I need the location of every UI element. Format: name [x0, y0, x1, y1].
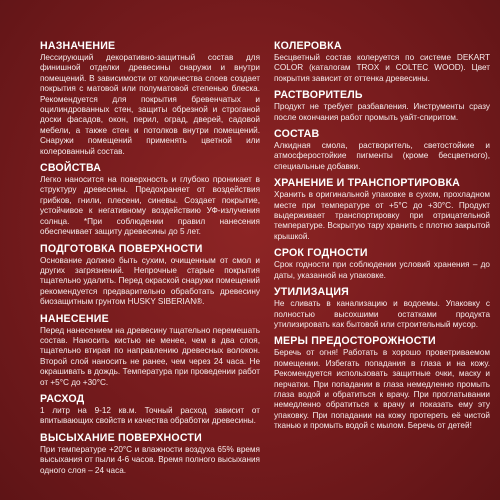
section-properties	[40, 162, 260, 237]
section-heading: ХРАНЕНИЕ И ТРАНСПОРТИРОВКА	[274, 177, 460, 190]
section-heading: СОСТАВ	[274, 128, 320, 141]
section-heading: ПОДГОТОВКА ПОВЕРХНОСТИ	[40, 242, 203, 255]
section-text: Бесцветный состав колеруется по системе DEKART COLOR (каталогам TROX и COLTEC WOOD). Цвет покрытия зависит от оттенка древесины.	[274, 53, 490, 83]
section-heading: СРОК ГОДНОСТИ	[274, 247, 368, 260]
section-heading: УТИЛИЗАЦИЯ	[274, 286, 349, 299]
section-text: При температуре +20°С и влажности воздуха 65% время высыхания от пыли 4-6 часов. Время полного высыхания одного слоя – 24 часа.	[40, 444, 260, 475]
section-text: Алкидная смола, растворитель, светостойкие и атмосферостойкие пигменты (кроме бесцветного), специальные добавки.	[274, 141, 490, 171]
section-disposal	[274, 286, 490, 330]
section-text: Продукт не требует разбавления. Инструменты сразу после окончания работ промыть уайт-спиритом.	[274, 102, 490, 122]
section-heading: КОЛЕРОВКА	[274, 40, 342, 52]
section-solvent	[274, 89, 490, 123]
section-composition	[274, 128, 490, 172]
section-heading: РАСТВОРИТЕЛЬ	[274, 89, 363, 102]
section-heading: НАНЕСЕНИЕ	[40, 312, 109, 325]
right-column	[274, 40, 490, 500]
section-drying	[40, 432, 260, 476]
section-heading: МЕРЫ ПРЕДОСТОРОЖНОСТИ	[274, 335, 436, 348]
section-text: Основание должно быть сухим, очищенным от смол и других загрязнений. Непрочные старые покрытия тщательно удалить. Перед окраской снаружи помещений рекомендуется предварительно обработать древесину биозащитным грунтом HUSKY SIBERIAN®.	[40, 255, 260, 307]
section-heading: ВЫСЫХАНИЕ ПОВЕРХНОСТИ	[40, 431, 202, 444]
section-text: Перед нанесением на древесину тщательно перемешать состав. Наносить кистью не менее, чем в два слоя, тщательно втирая по направлению древесных волокон. Второй слой наносить не ранее, чем через 24 часа. Не окрашивать в дождь. Температура при проведении работ от +5°С до +30°С.	[40, 325, 260, 387]
section-purpose	[40, 40, 260, 157]
section-shelf-life	[274, 247, 490, 281]
section-application	[40, 313, 260, 388]
section-text: 1 литр на 9-12 кв.м. Точный расход зависит от впитывающих свойств и качества обработки древесины.	[40, 405, 260, 426]
left-column	[40, 40, 260, 500]
section-text: Лессирующий декоративно-защитный состав для финишной отделки древесины снаружи и внутри помещений. В зависимости от количества слоев создает покрытия с матовой или полуматовой степенью блеска. Рекомендуется для покрытия бревенчатых и оцилиндрованных стен, защиты обрезной и строганой доски фасадов, окон, перил, оград, дверей, садовой мебели, а также стен и потолков внутри помещений. Снаружи помещений применять цветной или колерованный состав.	[40, 53, 260, 156]
section-storage	[274, 177, 490, 242]
section-text: Беречь от огня! Работать в хорошо проветриваемом помещении. Избегать попадания в глаза и на кожу. Рекомендуется использовать защитные очки, маску и перчатки. При попадании в глаза немедленно промыть глаза водой и обратиться к врачу. При проглатывании немедленно обратиться к врачу и показать ему эту упаковку. При попадании на кожу протереть её чистой тканью и промыть водой с мылом. Беречь от детей!	[274, 348, 490, 431]
section-text: Срок годности при соблюдении условий хранения – до даты, указанной на упаковке.	[274, 260, 490, 280]
section-text: Не сливать в канализацию и водоемы. Упаковку с полностью высохшими остатками продукта утилизировать как бытовой или строительный мусор.	[274, 299, 490, 329]
section-text: Легко наносится на поверхность и глубоко проникает в структуру древесины. Предохраняет от воздействия грибков, гнили, плесени, синевы. Создает покрытие, устойчивое к негативному воздействию УФ-излучения солнца. *При соблюдении правил нанесения обеспечивает защиту древесины до 5 лет.	[40, 175, 260, 237]
section-heading: СВОЙСТВА	[40, 162, 102, 175]
section-precautions	[274, 335, 490, 431]
section-text: Хранить в оригинальной упаковке в сухом, прохладном месте при температуре от +5°С до +30°С. Продукт выдерживает транспортировку при отрицательной температуре. Вскрытую тару хранить с плотно закрытой крышкой.	[274, 190, 490, 241]
section-heading: РАСХОД	[40, 392, 85, 405]
section-tinting	[274, 40, 490, 84]
section-heading: НАЗНАЧЕНИЕ	[40, 40, 116, 52]
section-consumption	[40, 393, 260, 427]
section-surface-preparation	[40, 243, 260, 308]
